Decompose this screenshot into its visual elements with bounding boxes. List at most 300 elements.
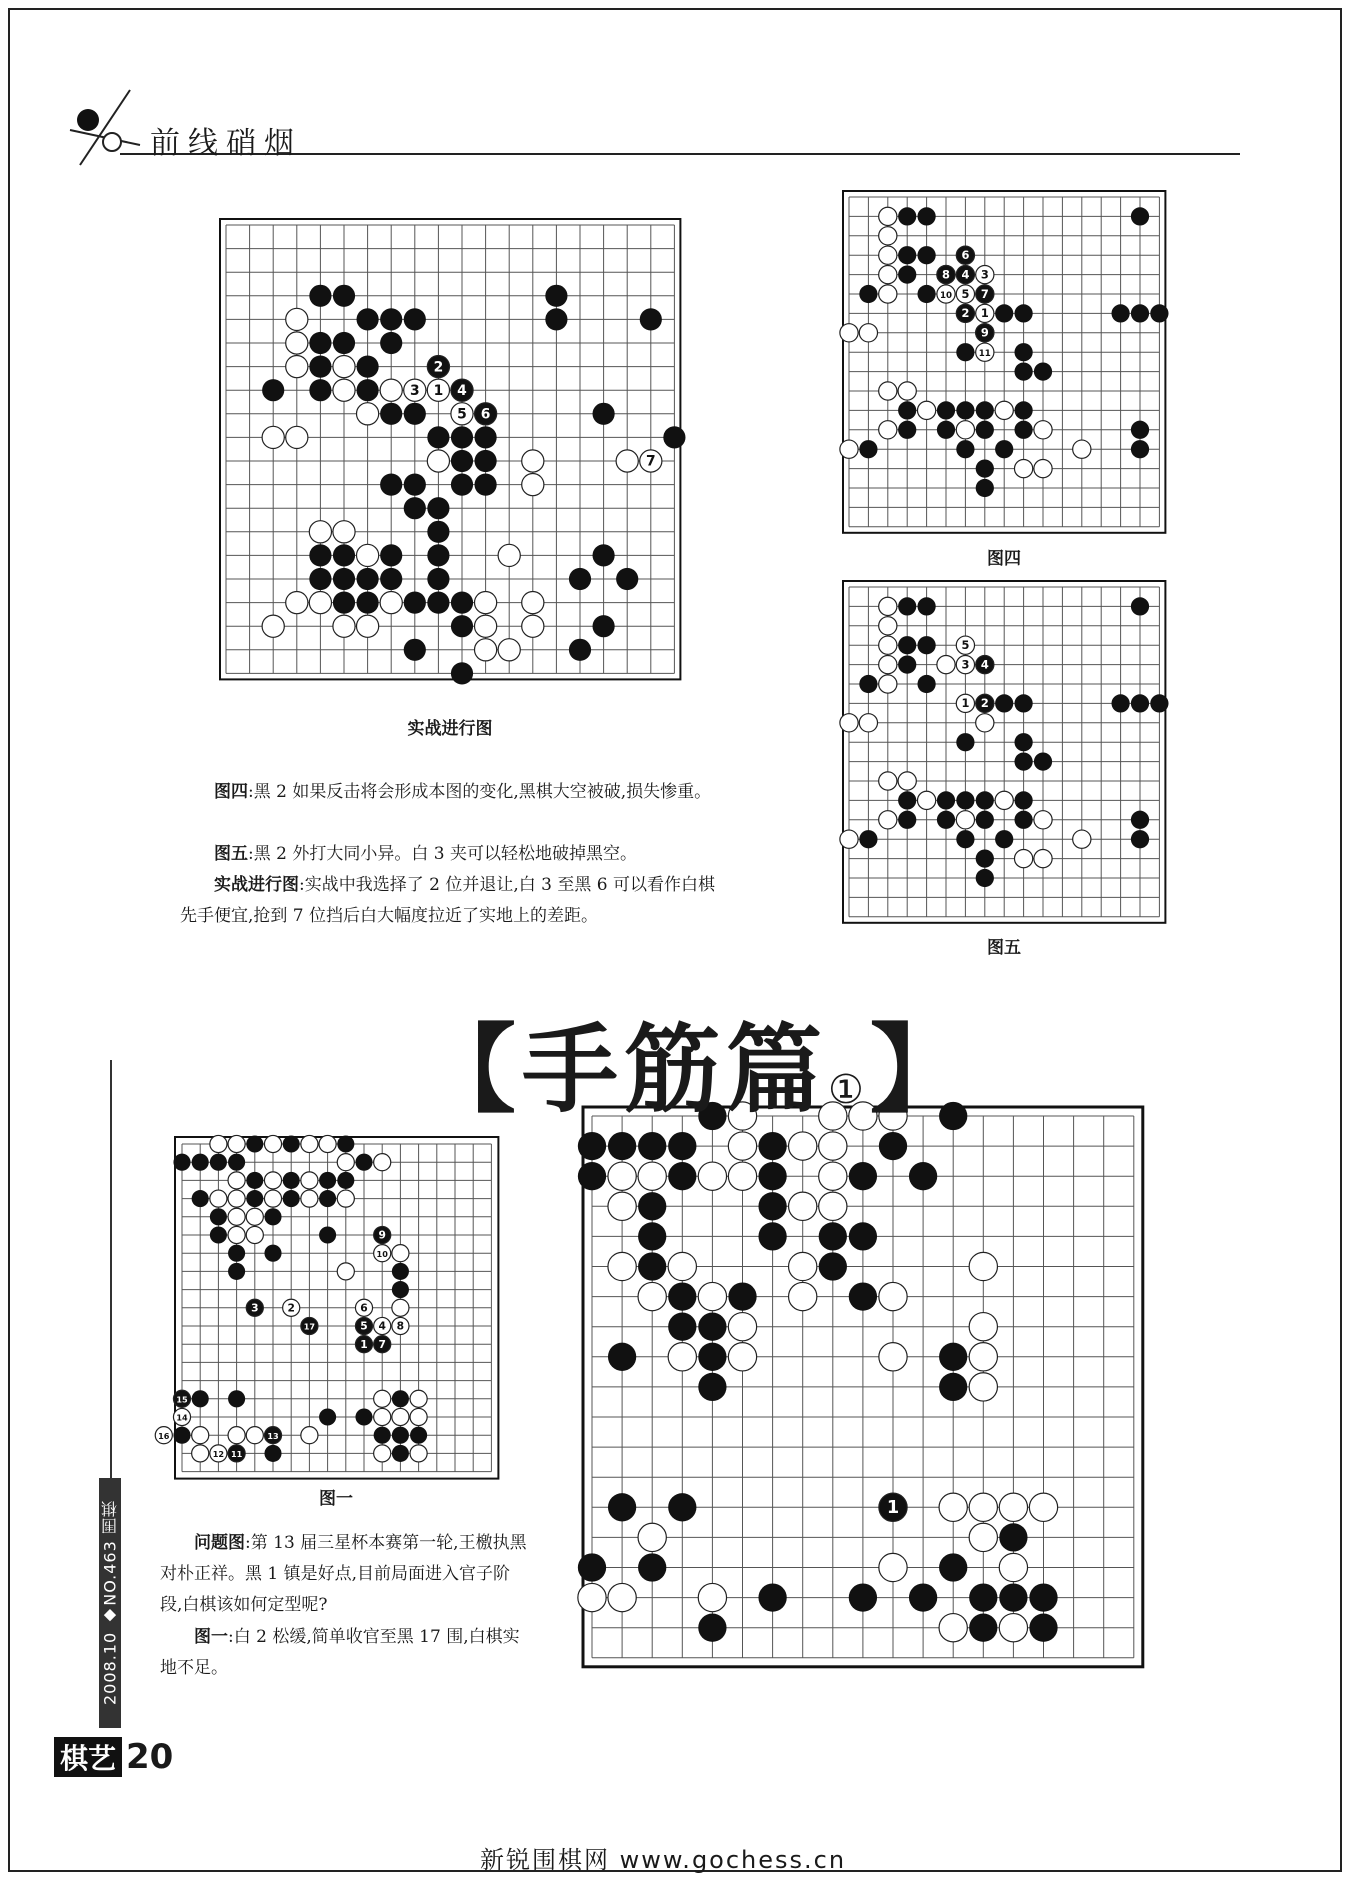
black-stone bbox=[638, 1553, 666, 1581]
white-stone bbox=[879, 655, 897, 673]
black-stone bbox=[849, 1583, 877, 1611]
black-stone bbox=[578, 1553, 606, 1581]
issue-tab: 2008.10 ◆NO.463 围棋 bbox=[99, 1478, 121, 1728]
black-stone bbox=[427, 521, 449, 543]
black-stone bbox=[917, 636, 935, 654]
white-stone bbox=[262, 426, 284, 448]
white-stone bbox=[264, 1190, 281, 1207]
numbered-stone bbox=[956, 694, 974, 712]
numbered-stone bbox=[976, 265, 994, 283]
white-stone bbox=[698, 1583, 726, 1611]
white-stone bbox=[319, 1135, 336, 1152]
svg-text:13: 13 bbox=[267, 1430, 279, 1441]
numbered-stone bbox=[976, 285, 994, 303]
black-stone bbox=[1014, 401, 1032, 419]
black-stone bbox=[937, 401, 955, 419]
svg-text:2: 2 bbox=[980, 696, 989, 711]
black-stone bbox=[210, 1226, 227, 1243]
svg-text:2: 2 bbox=[433, 359, 444, 376]
black-stone bbox=[319, 1408, 336, 1425]
svg-text:7: 7 bbox=[980, 286, 989, 301]
black-stone bbox=[638, 1192, 666, 1220]
svg-text:10: 10 bbox=[376, 1248, 388, 1259]
black-stone bbox=[917, 207, 935, 225]
black-stone bbox=[698, 1373, 726, 1401]
black-stone bbox=[956, 440, 974, 458]
black-stone bbox=[939, 1373, 967, 1401]
black-stone bbox=[380, 544, 402, 566]
white-stone bbox=[1034, 849, 1052, 867]
white-stone bbox=[698, 1162, 726, 1190]
svg-text:3: 3 bbox=[251, 1301, 259, 1315]
black-stone bbox=[898, 207, 916, 225]
black-stone bbox=[1029, 1583, 1057, 1611]
black-stone bbox=[608, 1343, 636, 1371]
white-stone bbox=[210, 1190, 227, 1207]
black-stone bbox=[969, 1583, 997, 1611]
black-stone bbox=[337, 1135, 354, 1152]
numbered-stone bbox=[427, 379, 449, 401]
black-stone bbox=[593, 544, 615, 566]
page-number bbox=[54, 1737, 173, 1777]
black-stone bbox=[410, 1427, 427, 1444]
white-stone bbox=[392, 1408, 409, 1425]
black-stone bbox=[283, 1172, 300, 1189]
white-stone bbox=[333, 615, 355, 637]
white-stone bbox=[337, 1190, 354, 1207]
black-stone bbox=[1131, 694, 1149, 712]
para-problem bbox=[160, 1528, 530, 1621]
svg-text:5: 5 bbox=[961, 638, 970, 653]
svg-text:15: 15 bbox=[176, 1394, 188, 1405]
white-stone bbox=[840, 714, 858, 732]
white-stone bbox=[228, 1172, 245, 1189]
black-stone bbox=[173, 1427, 190, 1444]
black-stone bbox=[898, 636, 916, 654]
white-stone bbox=[879, 636, 897, 654]
numbered-stone bbox=[956, 246, 974, 264]
para-actual-text: :实战中我选择了 2 位并退让,白 3 至黑 6 可以看作白棋先手便宜,抢到 7 位挡后白大幅度拉近了实地上的差距。 bbox=[180, 875, 716, 926]
black-stone bbox=[937, 421, 955, 439]
numbered-stone bbox=[173, 1408, 190, 1425]
white-stone bbox=[228, 1135, 245, 1152]
footer-watermark: 新锐围棋网 www.gochess.cn bbox=[480, 1846, 847, 1874]
white-stone bbox=[638, 1523, 666, 1551]
svg-text:4: 4 bbox=[457, 382, 467, 399]
white-stone bbox=[286, 356, 308, 378]
white-stone bbox=[309, 592, 331, 614]
svg-text:12: 12 bbox=[212, 1448, 225, 1459]
black-stone bbox=[976, 869, 994, 887]
white-stone bbox=[333, 356, 355, 378]
black-stone bbox=[380, 332, 402, 354]
numbered-stone bbox=[956, 285, 974, 303]
black-stone bbox=[427, 568, 449, 590]
black-stone bbox=[898, 791, 916, 809]
black-stone bbox=[898, 655, 916, 673]
white-stone bbox=[879, 811, 897, 829]
black-stone bbox=[283, 1190, 300, 1207]
white-stone bbox=[522, 615, 544, 637]
white-stone bbox=[608, 1583, 636, 1611]
white-stone bbox=[879, 1553, 907, 1581]
white-stone bbox=[301, 1172, 318, 1189]
black-stone bbox=[333, 592, 355, 614]
white-stone bbox=[999, 1493, 1027, 1521]
banner-close: 】 bbox=[869, 1014, 972, 1126]
numbered-stone bbox=[246, 1299, 263, 1316]
black-stone bbox=[578, 1132, 606, 1160]
white-stone bbox=[357, 403, 379, 425]
black-stone bbox=[228, 1154, 245, 1171]
numbered-stone bbox=[976, 655, 994, 673]
svg-text:5: 5 bbox=[457, 406, 467, 423]
black-stone bbox=[1034, 752, 1052, 770]
black-stone bbox=[849, 1162, 877, 1190]
black-stone bbox=[380, 308, 402, 330]
white-stone bbox=[374, 1445, 391, 1462]
black-stone bbox=[1014, 343, 1032, 361]
numbered-stone bbox=[956, 304, 974, 322]
white-stone bbox=[392, 1299, 409, 1316]
black-stone bbox=[451, 426, 473, 448]
numbered-stone bbox=[475, 403, 497, 425]
black-stone bbox=[309, 544, 331, 566]
black-stone bbox=[1150, 694, 1168, 712]
white-stone bbox=[301, 1190, 318, 1207]
white-stone bbox=[728, 1162, 756, 1190]
white-stone bbox=[956, 811, 974, 829]
white-stone bbox=[475, 592, 497, 614]
black-stone bbox=[956, 401, 974, 419]
black-stone bbox=[898, 811, 916, 829]
white-stone bbox=[789, 1282, 817, 1310]
black-stone bbox=[1131, 597, 1149, 615]
caption-fig4: 图四 bbox=[987, 549, 1021, 569]
white-stone bbox=[578, 1583, 606, 1611]
white-stone bbox=[879, 227, 897, 245]
white-stone bbox=[728, 1132, 756, 1160]
black-stone bbox=[475, 474, 497, 496]
svg-text:3: 3 bbox=[961, 657, 970, 672]
svg-text:9: 9 bbox=[378, 1228, 386, 1242]
banner-num: ① bbox=[828, 1067, 870, 1113]
white-stone bbox=[1034, 811, 1052, 829]
para-fig5 bbox=[180, 839, 720, 870]
black-stone bbox=[758, 1583, 786, 1611]
numbered-stone bbox=[956, 655, 974, 673]
numbered-stone bbox=[392, 1317, 409, 1334]
black-stone bbox=[898, 421, 916, 439]
black-stone bbox=[638, 1252, 666, 1280]
white-stone bbox=[969, 1523, 997, 1551]
black-stone bbox=[593, 615, 615, 637]
numbered-stone bbox=[374, 1226, 391, 1243]
numbered-stone bbox=[427, 356, 449, 378]
white-stone bbox=[969, 1373, 997, 1401]
white-stone bbox=[264, 1172, 281, 1189]
black-stone bbox=[956, 733, 974, 751]
white-stone bbox=[898, 772, 916, 790]
svg-text:10: 10 bbox=[939, 290, 953, 301]
black-stone bbox=[228, 1263, 245, 1280]
caption-fig5: 图五 bbox=[987, 938, 1021, 958]
svg-text:16: 16 bbox=[158, 1430, 170, 1441]
white-stone bbox=[498, 639, 520, 661]
black-stone bbox=[976, 849, 994, 867]
para-fig1-text: :白 2 松缓,简单收官至黑 17 围,白棋实地不足。 bbox=[160, 1627, 520, 1678]
white-stone bbox=[264, 1135, 281, 1152]
white-stone bbox=[228, 1208, 245, 1225]
white-stone bbox=[638, 1282, 666, 1310]
svg-text:9: 9 bbox=[980, 325, 989, 340]
numbered-stone bbox=[451, 403, 473, 425]
board-fig4 bbox=[842, 190, 1166, 535]
white-stone bbox=[879, 207, 897, 225]
black-stone bbox=[427, 592, 449, 614]
numbered-stone bbox=[355, 1336, 372, 1353]
white-stone bbox=[879, 265, 897, 283]
numbered-stone bbox=[355, 1317, 372, 1334]
white-stone bbox=[333, 521, 355, 543]
black-stone bbox=[668, 1132, 696, 1160]
white-stone bbox=[969, 1313, 997, 1341]
white-stone bbox=[879, 1282, 907, 1310]
para-fig5-text: :黑 2 外打大同小异。白 3 夹可以轻松地破掉黑空。 bbox=[248, 844, 637, 864]
white-stone bbox=[380, 379, 402, 401]
black-stone bbox=[404, 308, 426, 330]
white-stone bbox=[392, 1245, 409, 1262]
black-stone bbox=[995, 440, 1013, 458]
svg-text:1: 1 bbox=[360, 1337, 368, 1351]
numbered-stone bbox=[264, 1427, 281, 1444]
black-stone bbox=[976, 401, 994, 419]
black-stone bbox=[192, 1390, 209, 1407]
black-stone bbox=[309, 568, 331, 590]
board-actual bbox=[219, 218, 681, 695]
white-stone bbox=[1034, 459, 1052, 477]
white-stone bbox=[410, 1408, 427, 1425]
white-stone bbox=[1034, 421, 1052, 439]
black-stone bbox=[1014, 752, 1032, 770]
svg-text:2: 2 bbox=[961, 306, 970, 321]
black-stone bbox=[976, 479, 994, 497]
numbered-stone bbox=[976, 304, 994, 322]
white-stone bbox=[698, 1282, 726, 1310]
black-stone bbox=[1014, 791, 1032, 809]
black-stone bbox=[668, 1162, 696, 1190]
white-stone bbox=[246, 1208, 263, 1225]
svg-text:7: 7 bbox=[645, 453, 656, 470]
black-stone bbox=[374, 1427, 391, 1444]
white-stone bbox=[789, 1132, 817, 1160]
para-fig5-label: 图五 bbox=[214, 844, 248, 864]
svg-text:5: 5 bbox=[360, 1319, 368, 1333]
svg-text:11: 11 bbox=[230, 1448, 243, 1459]
black-stone bbox=[917, 285, 935, 303]
black-stone bbox=[1014, 733, 1032, 751]
black-stone bbox=[392, 1263, 409, 1280]
black-stone bbox=[1131, 440, 1149, 458]
white-stone bbox=[427, 450, 449, 472]
svg-text:8: 8 bbox=[942, 267, 950, 282]
black-stone bbox=[1131, 421, 1149, 439]
black-stone bbox=[404, 639, 426, 661]
black-stone bbox=[357, 356, 379, 378]
white-stone bbox=[956, 421, 974, 439]
black-stone bbox=[1111, 694, 1129, 712]
numbered-stone bbox=[283, 1299, 300, 1316]
black-stone bbox=[264, 1445, 281, 1462]
svg-text:3: 3 bbox=[409, 382, 420, 399]
black-stone bbox=[283, 1135, 300, 1152]
black-stone bbox=[849, 1222, 877, 1250]
white-stone bbox=[819, 1162, 847, 1190]
black-stone bbox=[333, 544, 355, 566]
black-stone bbox=[909, 1162, 937, 1190]
white-stone bbox=[262, 615, 284, 637]
svg-text:1: 1 bbox=[433, 382, 444, 399]
black-stone bbox=[976, 421, 994, 439]
white-stone bbox=[969, 1252, 997, 1280]
numbered-stone bbox=[355, 1299, 372, 1316]
black-stone bbox=[995, 830, 1013, 848]
white-stone bbox=[879, 597, 897, 615]
para-fig4-label: 图四 bbox=[214, 782, 248, 802]
banner-title bbox=[420, 994, 972, 1131]
black-stone bbox=[937, 791, 955, 809]
black-stone bbox=[1014, 811, 1032, 829]
svg-text:11: 11 bbox=[978, 349, 991, 360]
black-stone bbox=[758, 1132, 786, 1160]
white-stone bbox=[638, 1162, 666, 1190]
black-stone bbox=[859, 675, 877, 693]
black-stone bbox=[309, 356, 331, 378]
white-stone bbox=[309, 521, 331, 543]
para-fig4-text: :黑 2 如果反击将会形成本图的变化,黑棋大空被破,损失惨重。 bbox=[248, 782, 712, 802]
black-stone bbox=[1014, 304, 1032, 322]
black-stone bbox=[1150, 304, 1168, 322]
white-stone bbox=[840, 324, 858, 342]
black-stone bbox=[228, 1245, 245, 1262]
black-stone bbox=[698, 1313, 726, 1341]
white-stone bbox=[668, 1252, 696, 1280]
black-stone bbox=[999, 1523, 1027, 1551]
white-stone bbox=[498, 544, 520, 566]
black-stone bbox=[475, 450, 497, 472]
svg-text:6: 6 bbox=[480, 406, 491, 423]
white-stone bbox=[228, 1427, 245, 1444]
black-stone bbox=[309, 379, 331, 401]
black-stone bbox=[728, 1282, 756, 1310]
black-stone bbox=[698, 1343, 726, 1371]
black-stone bbox=[333, 332, 355, 354]
black-stone bbox=[264, 1208, 281, 1225]
section-title: 前线硝烟 bbox=[150, 126, 302, 161]
numbered-stone bbox=[956, 636, 974, 654]
black-stone bbox=[593, 403, 615, 425]
white-stone bbox=[522, 474, 544, 496]
numbered-stone bbox=[374, 1245, 391, 1262]
white-stone bbox=[608, 1162, 636, 1190]
numbered-stone bbox=[976, 343, 994, 361]
black-stone bbox=[319, 1226, 336, 1243]
black-stone bbox=[668, 1313, 696, 1341]
black-stone bbox=[545, 308, 567, 330]
numbered-stone bbox=[404, 379, 426, 401]
black-stone bbox=[337, 1172, 354, 1189]
black-stone bbox=[545, 285, 567, 307]
white-stone bbox=[995, 401, 1013, 419]
black-stone bbox=[608, 1132, 636, 1160]
white-stone bbox=[917, 791, 935, 809]
black-stone bbox=[1131, 207, 1149, 225]
black-stone bbox=[616, 568, 638, 590]
black-stone bbox=[319, 1190, 336, 1207]
white-stone bbox=[608, 1252, 636, 1280]
black-stone bbox=[758, 1192, 786, 1220]
white-stone bbox=[879, 772, 897, 790]
black-stone bbox=[210, 1208, 227, 1225]
white-stone bbox=[1014, 459, 1032, 477]
white-stone bbox=[819, 1132, 847, 1160]
black-stone bbox=[1029, 1614, 1057, 1642]
black-stone bbox=[357, 379, 379, 401]
white-stone bbox=[728, 1343, 756, 1371]
black-stone bbox=[392, 1281, 409, 1298]
black-stone bbox=[849, 1282, 877, 1310]
white-stone bbox=[246, 1427, 263, 1444]
svg-text:2: 2 bbox=[287, 1301, 295, 1315]
white-stone bbox=[879, 285, 897, 303]
white-stone bbox=[608, 1192, 636, 1220]
numbered-stone bbox=[879, 1493, 907, 1521]
black-stone bbox=[246, 1172, 263, 1189]
white-stone bbox=[939, 1493, 967, 1521]
black-stone bbox=[668, 1282, 696, 1310]
black-stone bbox=[1131, 830, 1149, 848]
white-stone bbox=[522, 450, 544, 472]
caption-actual: 实战进行图 bbox=[407, 719, 493, 739]
white-stone bbox=[357, 544, 379, 566]
black-stone bbox=[333, 285, 355, 307]
black-stone bbox=[976, 791, 994, 809]
black-stone bbox=[939, 1343, 967, 1371]
black-stone bbox=[640, 308, 662, 330]
white-stone bbox=[374, 1408, 391, 1425]
white-stone bbox=[522, 592, 544, 614]
black-stone bbox=[319, 1172, 336, 1189]
black-stone bbox=[427, 426, 449, 448]
white-stone bbox=[357, 615, 379, 637]
white-stone bbox=[228, 1226, 245, 1243]
white-stone bbox=[337, 1263, 354, 1280]
white-stone bbox=[475, 639, 497, 661]
black-stone bbox=[898, 597, 916, 615]
black-stone bbox=[898, 401, 916, 419]
black-stone bbox=[569, 568, 591, 590]
black-stone bbox=[995, 694, 1013, 712]
white-stone bbox=[969, 1493, 997, 1521]
white-stone bbox=[374, 1390, 391, 1407]
black-stone bbox=[937, 811, 955, 829]
svg-text:1: 1 bbox=[961, 696, 970, 711]
white-stone bbox=[898, 382, 916, 400]
svg-text:8: 8 bbox=[396, 1319, 405, 1333]
black-stone bbox=[380, 474, 402, 496]
white-stone bbox=[819, 1192, 847, 1220]
numbered-stone bbox=[173, 1390, 190, 1407]
